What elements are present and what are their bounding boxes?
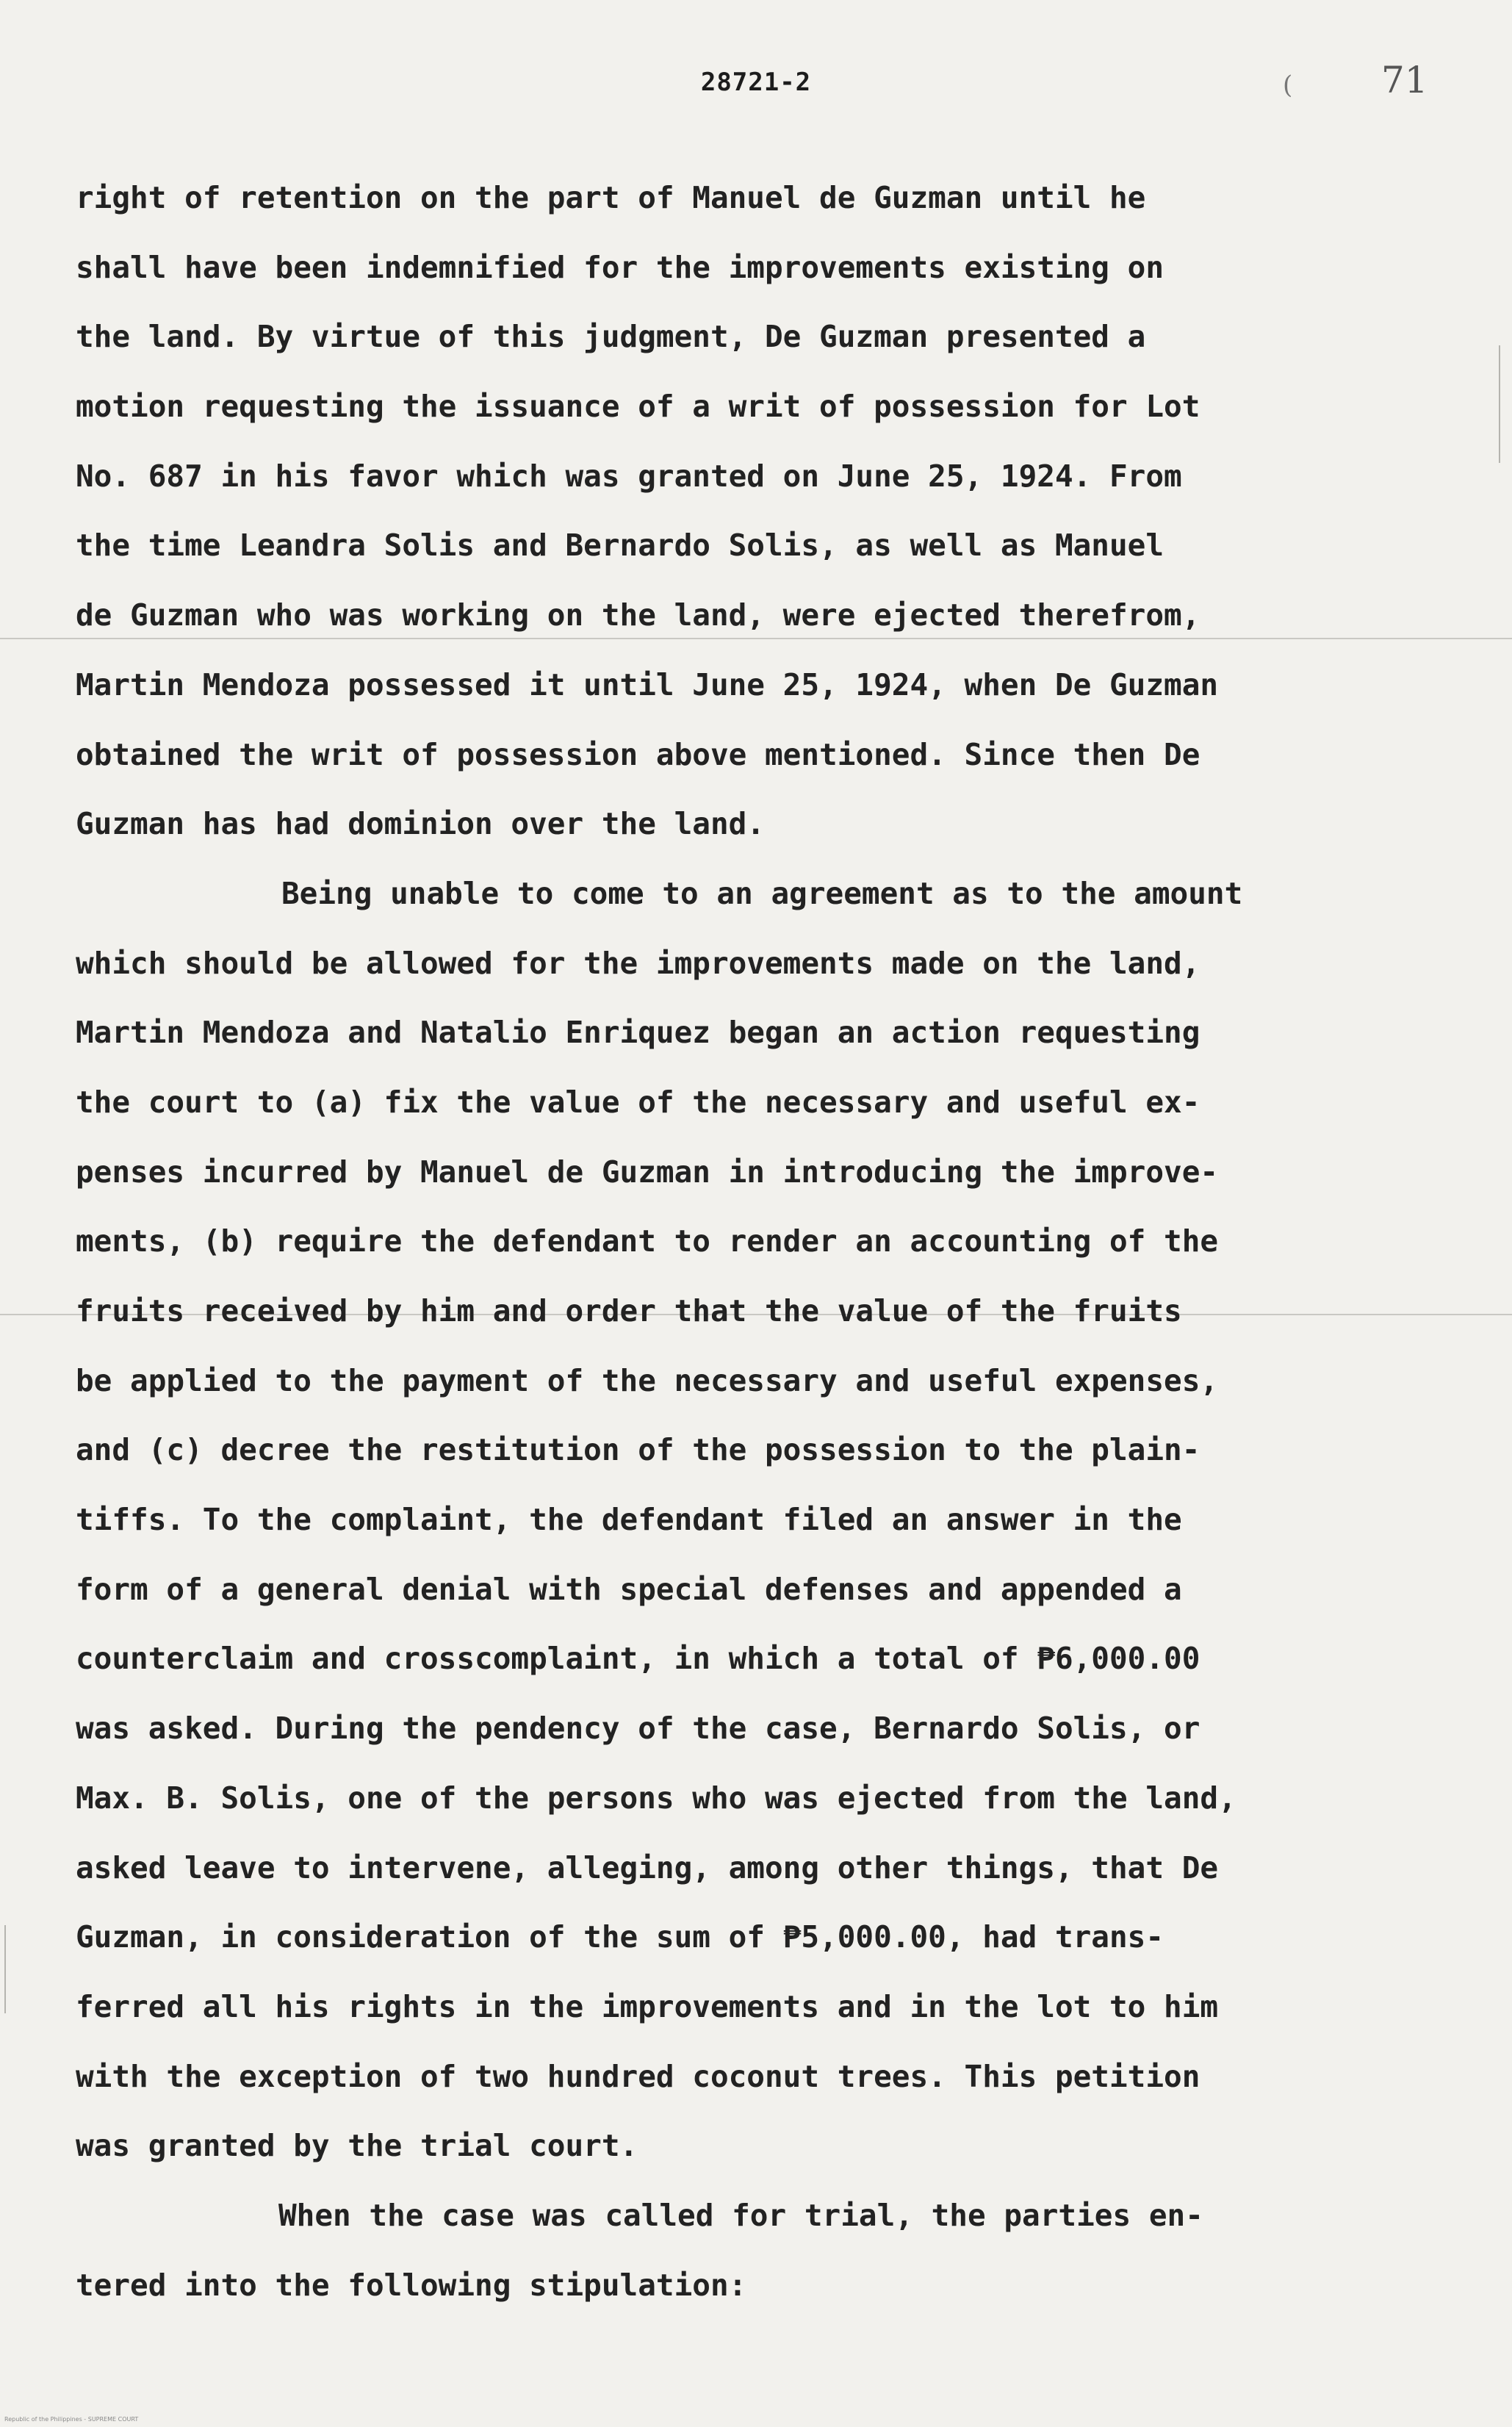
text-line: the time Leandra Solis and Bernardo Solis, as well as Manuel: [76, 528, 1164, 564]
text-line: and (c) decree the restitution of the possession to the plain-: [76, 1432, 1200, 1468]
text-line: When the case was called for trial, the parties en-: [278, 2197, 1203, 2233]
paragraph-2: [76, 859, 1383, 2181]
text-line: Guzman has had dominion over the land.: [76, 806, 765, 842]
text-line: tered into the following stipulation:: [76, 2267, 747, 2303]
text-line: was asked. During the pendency of the case, Bernardo Solis, or: [76, 1711, 1200, 1747]
text-line: form of a general denial with special defenses and appended a: [76, 1571, 1182, 1607]
text-line: Martin Mendoza and Natalio Enriquez began an action requesting: [76, 1015, 1200, 1051]
text-line: Being unable to come to an agreement as to the amount: [281, 875, 1243, 911]
text-line: be applied to the payment of the necessary and useful expenses,: [76, 1362, 1219, 1398]
text-line: Martin Mendoza possessed it until June 25, 1924, when De Guzman: [76, 666, 1219, 702]
text-line: No. 687 in his favor which was granted on June 25, 1924. From: [76, 458, 1182, 494]
text-line: which should be allowed for the improvements made on the land,: [76, 945, 1200, 981]
text-line: tiffs. To the complaint, the defendant filed an answer in the: [76, 1502, 1182, 1538]
text-line: fruits received by him and order that the value of the fruits: [76, 1293, 1182, 1328]
document-number: 28721-2: [700, 68, 812, 97]
text-line: de Guzman who was working on the land, were ejected therefrom,: [76, 597, 1200, 633]
text-line: the court to (a) fix the value of the necessary and useful ex-: [76, 1084, 1200, 1120]
page-number: 71: [1381, 59, 1428, 101]
margin-mark: (: [1283, 71, 1293, 100]
text-line: the land. By virtue of this judgment, De Guzman presented a: [76, 319, 1146, 355]
paragraph-3: [76, 2181, 1383, 2320]
text-line: Max. B. Solis, one of the persons who was ejected from the land,: [76, 1780, 1236, 1816]
text-line: Guzman, in consideration of the sum of ₱5,000.00, had trans-: [76, 1919, 1164, 1955]
text-line: shall have been indemnified for the improvements existing on: [76, 249, 1164, 285]
text-line: ferred all his rights in the improvements and in the lot to him: [76, 1988, 1219, 2024]
edge-mark: [4, 1925, 6, 2013]
text-line: penses incurred by Manuel de Guzman in introducing the improve-: [76, 1154, 1219, 1190]
text-line: ments, (b) require the defendant to render an accounting of the: [76, 1223, 1219, 1259]
text-line: with the exception of two hundred coconut trees. This petition: [76, 2058, 1200, 2094]
text-line: motion requesting the issuance of a writ of possession for Lot: [76, 389, 1200, 425]
text-line: counterclaim and crosscomplaint, in which a total of ₱6,000.00: [76, 1641, 1200, 1677]
scan-footer: Republic of the Philippines - SUPREME COURT: [4, 2416, 139, 2423]
text-line: asked leave to intervene, alleging, among other things, that De: [76, 1849, 1219, 1885]
edge-mark: [1499, 345, 1500, 463]
text-line: right of retention on the part of Manuel de Guzman until he: [76, 180, 1146, 215]
text-line: was granted by the trial court.: [76, 2128, 638, 2164]
paragraph-1: [76, 163, 1383, 859]
text-line: obtained the writ of possession above mentioned. Since then De: [76, 736, 1200, 772]
body-text: [76, 163, 1383, 2320]
